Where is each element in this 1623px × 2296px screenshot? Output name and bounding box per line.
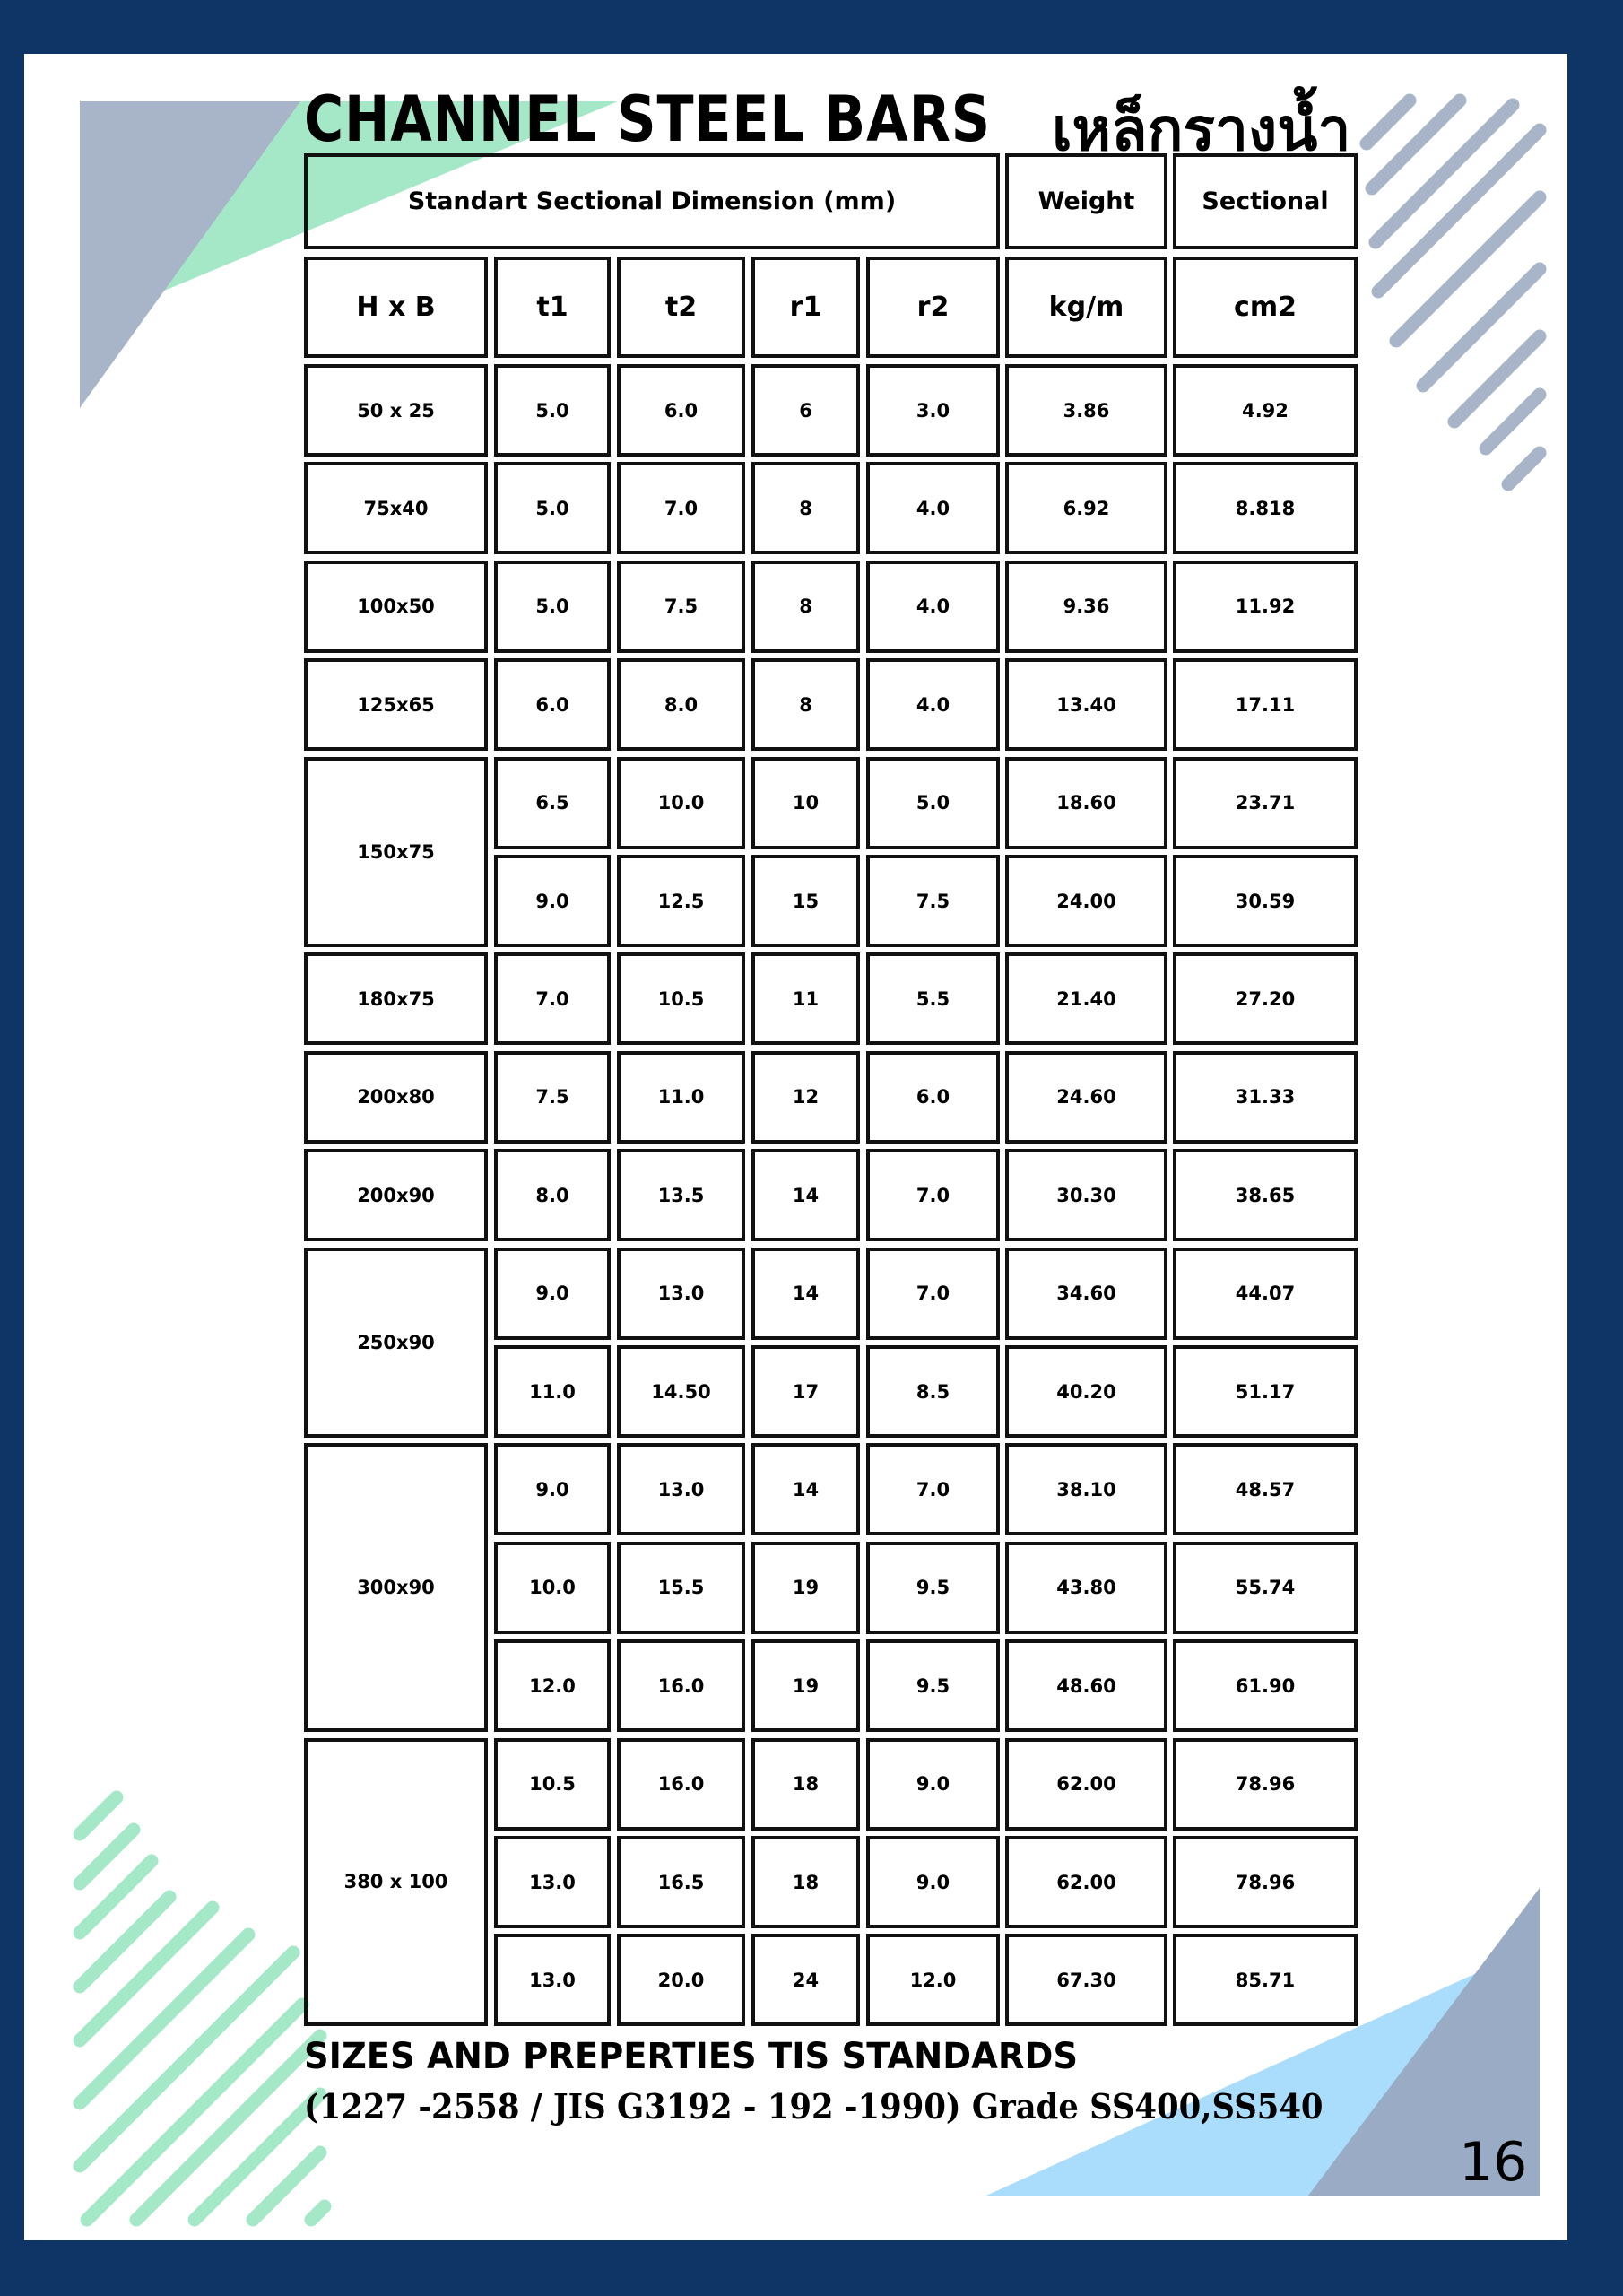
cell-t2: 11.0 <box>617 1051 745 1144</box>
standards-title: SIZES AND PREPERTIES TIS STANDARDS <box>304 2036 1078 2077</box>
cell-weight: 43.80 <box>1005 1542 1167 1634</box>
cell-r1: 19 <box>751 1542 860 1634</box>
stripes-top-right <box>1367 100 1540 484</box>
cell-weight: 18.60 <box>1005 757 1167 849</box>
cell-weight: 3.86 <box>1005 364 1167 457</box>
cell-r2: 5.5 <box>866 952 1000 1045</box>
cell-sectional: 48.57 <box>1173 1443 1358 1535</box>
cell-r2: 7.0 <box>866 1248 1000 1340</box>
cell-t1: 5.0 <box>494 364 611 457</box>
unit-header-hxb: H x B <box>304 257 488 358</box>
cell-r2: 4.0 <box>866 658 1000 751</box>
cell-t2: 16.0 <box>617 1738 745 1831</box>
unit-header-cm2: cm2 <box>1173 257 1358 358</box>
cell-t1: 9.0 <box>494 855 611 947</box>
cell-weight: 38.10 <box>1005 1443 1167 1535</box>
cell-r2: 9.0 <box>866 1836 1000 1928</box>
cell-sectional: 38.65 <box>1173 1149 1358 1241</box>
cell-t1: 6.0 <box>494 658 611 751</box>
cell-r1: 15 <box>751 855 860 947</box>
page-title-thai: เหล็กรางน้ำ <box>1052 95 1351 164</box>
size-cell: 200x80 <box>304 1051 488 1144</box>
page-title: CHANNEL STEEL BARS <box>304 83 992 156</box>
cell-r2: 5.0 <box>866 757 1000 849</box>
cell-t1: 8.0 <box>494 1149 611 1241</box>
stripes-bottom-left <box>80 1797 325 2220</box>
size-cell: 125x65 <box>304 658 488 751</box>
cell-sectional: 85.71 <box>1173 1934 1358 2026</box>
cell-r2: 9.5 <box>866 1542 1000 1634</box>
cell-t1: 5.0 <box>494 462 611 554</box>
size-cell: 200x90 <box>304 1149 488 1241</box>
cell-sectional: 44.07 <box>1173 1248 1358 1340</box>
cell-weight: 62.00 <box>1005 1738 1167 1831</box>
cell-r1: 18 <box>751 1836 860 1928</box>
cell-t1: 7.5 <box>494 1051 611 1144</box>
cell-r2: 7.0 <box>866 1149 1000 1241</box>
size-cell: 380 x 100 <box>304 1738 488 2027</box>
cell-t2: 7.5 <box>617 561 745 653</box>
cell-t1: 12.0 <box>494 1639 611 1732</box>
cell-r2: 4.0 <box>866 561 1000 653</box>
cell-r1: 10 <box>751 757 860 849</box>
header-sectional: Sectional <box>1173 153 1358 249</box>
cell-r1: 11 <box>751 952 860 1045</box>
cell-r1: 12 <box>751 1051 860 1144</box>
cell-weight: 6.92 <box>1005 462 1167 554</box>
unit-header-t1: t1 <box>494 257 611 358</box>
cell-r1: 14 <box>751 1149 860 1241</box>
cell-t2: 14.50 <box>617 1345 745 1438</box>
size-cell: 180x75 <box>304 952 488 1045</box>
cell-t1: 10.0 <box>494 1542 611 1634</box>
cell-t1: 13.0 <box>494 1934 611 2026</box>
cell-r1: 19 <box>751 1639 860 1732</box>
cell-t1: 13.0 <box>494 1836 611 1928</box>
cell-t2: 15.5 <box>617 1542 745 1634</box>
cell-t1: 9.0 <box>494 1443 611 1535</box>
cell-weight: 9.36 <box>1005 561 1167 653</box>
page-number: 16 <box>1459 2131 1528 2194</box>
size-cell: 75x40 <box>304 462 488 554</box>
cell-r2: 9.5 <box>866 1639 1000 1732</box>
cell-weight: 67.30 <box>1005 1934 1167 2026</box>
cell-r1: 6 <box>751 364 860 457</box>
cell-t1: 7.0 <box>494 952 611 1045</box>
cell-t2: 10.0 <box>617 757 745 849</box>
size-cell: 300x90 <box>304 1443 488 1732</box>
cell-t1: 10.5 <box>494 1738 611 1831</box>
unit-header-r2: r2 <box>866 257 1000 358</box>
cell-t2: 12.5 <box>617 855 745 947</box>
cell-sectional: 55.74 <box>1173 1542 1358 1634</box>
cell-r2: 7.0 <box>866 1443 1000 1535</box>
cell-t2: 13.0 <box>617 1443 745 1535</box>
cell-r1: 14 <box>751 1443 860 1535</box>
cell-t1: 6.5 <box>494 757 611 849</box>
cell-r2: 3.0 <box>866 364 1000 457</box>
unit-header-kg-per-m: kg/m <box>1005 257 1167 358</box>
cell-sectional: 30.59 <box>1173 855 1358 947</box>
cell-r1: 24 <box>751 1934 860 2026</box>
cell-sectional: 17.11 <box>1173 658 1358 751</box>
size-cell: 50 x 25 <box>304 364 488 457</box>
cell-t1: 9.0 <box>494 1248 611 1340</box>
cell-r2: 12.0 <box>866 1934 1000 2026</box>
cell-r1: 14 <box>751 1248 860 1340</box>
cell-weight: 30.30 <box>1005 1149 1167 1241</box>
size-cell: 150x75 <box>304 757 488 947</box>
size-cell: 250x90 <box>304 1248 488 1438</box>
cell-r2: 4.0 <box>866 462 1000 554</box>
standards-detail: (1227 -2558 / JIS G3192 - 192 -1990) Grade SS400,SS540 <box>304 2086 1324 2126</box>
cell-weight: 24.60 <box>1005 1051 1167 1144</box>
cell-weight: 48.60 <box>1005 1639 1167 1732</box>
cell-sectional: 4.92 <box>1173 364 1358 457</box>
cell-weight: 40.20 <box>1005 1345 1167 1438</box>
cell-sectional: 23.71 <box>1173 757 1358 849</box>
cell-sectional: 27.20 <box>1173 952 1358 1045</box>
size-cell: 100x50 <box>304 561 488 653</box>
cell-t2: 10.5 <box>617 952 745 1045</box>
cell-t2: 7.0 <box>617 462 745 554</box>
cell-t2: 13.5 <box>617 1149 745 1241</box>
cell-t2: 13.0 <box>617 1248 745 1340</box>
cell-r1: 8 <box>751 561 860 653</box>
cell-sectional: 11.92 <box>1173 561 1358 653</box>
cell-sectional: 51.17 <box>1173 1345 1358 1438</box>
cell-r2: 7.5 <box>866 855 1000 947</box>
cell-t1: 11.0 <box>494 1345 611 1438</box>
cell-r2: 8.5 <box>866 1345 1000 1438</box>
cell-t2: 8.0 <box>617 658 745 751</box>
cell-r1: 17 <box>751 1345 860 1438</box>
cell-r2: 9.0 <box>866 1738 1000 1831</box>
cell-r2: 6.0 <box>866 1051 1000 1144</box>
cell-t2: 16.0 <box>617 1639 745 1732</box>
cell-sectional: 8.818 <box>1173 462 1358 554</box>
unit-header-r1: r1 <box>751 257 860 358</box>
cell-weight: 34.60 <box>1005 1248 1167 1340</box>
cell-t2: 16.5 <box>617 1836 745 1928</box>
cell-sectional: 78.96 <box>1173 1836 1358 1928</box>
cell-t2: 6.0 <box>617 364 745 457</box>
cell-r1: 8 <box>751 658 860 751</box>
cell-r1: 18 <box>751 1738 860 1831</box>
unit-header-t2: t2 <box>617 257 745 358</box>
cell-weight: 62.00 <box>1005 1836 1167 1928</box>
cell-weight: 24.00 <box>1005 855 1167 947</box>
catalog-page <box>24 54 1567 2240</box>
cell-t2: 20.0 <box>617 1934 745 2026</box>
cell-weight: 13.40 <box>1005 658 1167 751</box>
cell-t1: 5.0 <box>494 561 611 653</box>
cell-sectional: 61.90 <box>1173 1639 1358 1732</box>
cell-sectional: 78.96 <box>1173 1738 1358 1831</box>
cell-weight: 21.40 <box>1005 952 1167 1045</box>
cell-r1: 8 <box>751 462 860 554</box>
header-dimension: Standart Sectional Dimension (mm) <box>304 153 1000 249</box>
cell-sectional: 31.33 <box>1173 1051 1358 1144</box>
header-weight: Weight <box>1005 153 1167 249</box>
